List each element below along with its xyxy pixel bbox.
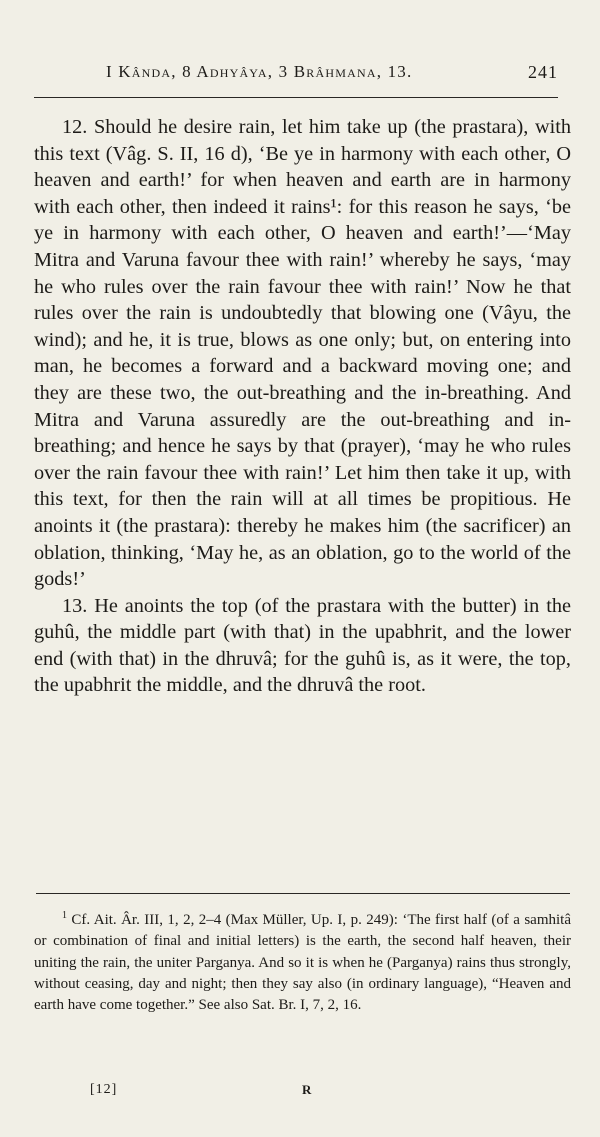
footnote [34,910,571,1016]
page-number: 241 [528,62,558,82]
main-text [34,114,571,699]
printer-signature: [12] [90,1082,118,1097]
paragraph-13: 13. He anoints the top (of the prastara with the butter) in the guhû, the middle part (with that) in the upabhrit, and the lower end (with that) in the dhruvâ; for the guhû is, as it were, the top, the upabhrit the middle, and the dhruvâ the root. [34,594,571,697]
header-rule [34,97,558,98]
footnote-rule [36,893,570,894]
footnote-mark: 1 [62,910,67,921]
running-head: I Kânda, 8 Adhyâya, 3 Brâhmana, 13. [106,62,413,81]
page-header [34,58,558,92]
footnote-text: Cf. Ait. Âr. III, 1, 2, 2–4 (Max Müller, Up. I, p. 249): ‘The first half (of a samhitâ or combination of final and initial letters) is the earth, the second half heaven, their uniting the rain, the uniter Parganya. And so it is when he (Parganya) rains thus strongly, without ceasing, day and night; then they say also (in ordinary language), “Heaven and earth have come together.” See also Sat. Br. I, 7, 2, 16. [34,912,571,1014]
sheet-mark: R [302,1082,312,1097]
paragraph-12: 12. Should he desire rain, let him take up (the prastara), with this text (Vâg. S. II, 16 d), ‘Be ye in harmony with each other, O heaven and earth!’ for when heaven and earth are in harmony with each other, then indeed it rains¹: for this reason he says, ‘be ye in harmony with each other, O heaven and earth!’—‘May Mitra and Varuna favour thee with rain!’ whereby he says, ‘may he who rules over the rain favour thee with rain!’ Now he that rules over the rain is undoubtedly that blowing one (Vâyu, the wind); and he, it is true, blows as one only; but, on entering into man, he becomes a forward and a backward moving one; and they are these two, the out-breathing and the in-breathing. And Mitra and Varuna assuredly are the out-breathing and in-breathing; and hence he says by that (prayer), ‘may he who rules over the rain favour thee with rain!’ Let him then take it up, with this text, for then the rain will at all times be propitious. He anoints it (the prastara): thereby he makes him (the sacrificer) an oblation, thinking, ‘May he, as an oblation, go to the world of the gods!’ [34,116,571,591]
